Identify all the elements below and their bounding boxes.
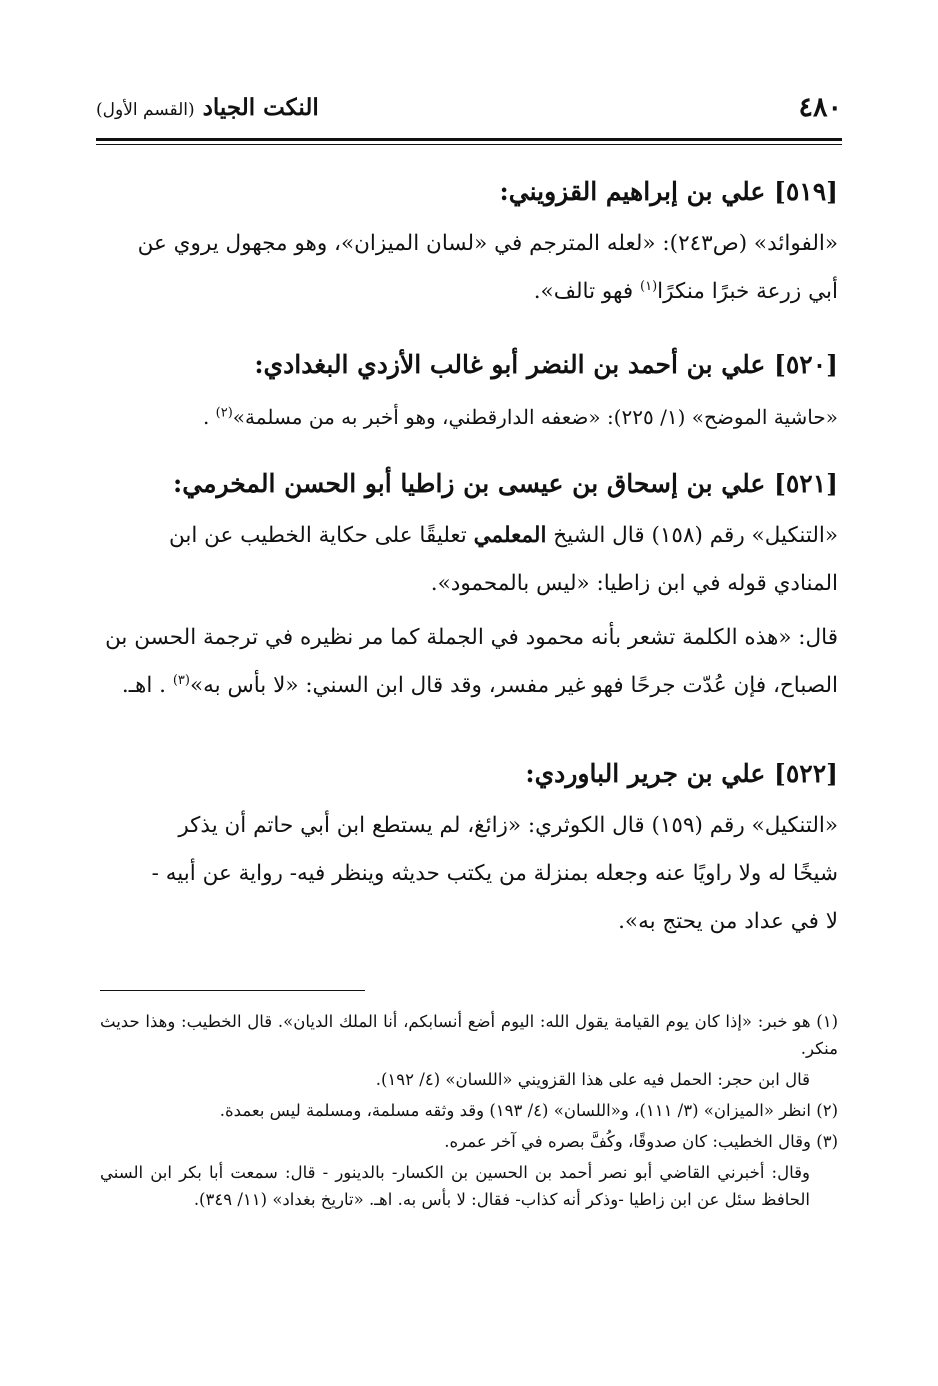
book-part: (القسم الأول)	[96, 100, 195, 120]
entry-text: أبي زرعة خبرًا منكرًا	[657, 279, 838, 304]
footnote-ref[interactable]: (١)	[640, 278, 658, 294]
entry-text-line: المنادي قوله في ابن زاطيا: «ليس بالمحمود».	[430, 571, 838, 596]
entry-text-line	[96, 393, 838, 441]
footnote-1-continuation: قال ابن حجر: الحمل فيه على هذا القزويني «اللسان» (٤/ ١٩٢).	[375, 1070, 810, 1089]
footnote-ref[interactable]: (٢)	[215, 405, 233, 421]
running-header	[96, 92, 842, 132]
entry-text-tail: فهو تالف».	[533, 279, 641, 304]
footnote-separator	[100, 990, 365, 991]
header-rule-thin	[96, 144, 842, 145]
entry-text-line: «التنكيل» رقم (١٥٩) قال الكوثري: «زائغ، لم يستطع ابن أبي حاتم أن يذكر	[178, 813, 838, 838]
scholar-name: المعلمي	[473, 523, 547, 548]
entry-text: «التنكيل» رقم (١٥٨) قال الشيخ	[546, 523, 838, 548]
entry-text-line: «الفوائد» (ص٢٤٣): «لعله المترجم في «لسان الميزان»، وهو مجهول يروي عن	[137, 231, 838, 256]
entry-heading: [٥١٩] علي بن إبراهيم القزويني:	[499, 177, 838, 206]
book-title: النكت الجياد	[202, 94, 319, 121]
entry-text: «حاشية الموضح» (١/ ٢٢٥): «ضعفه الدارقطني، وهو أخبر به من مسلمة»	[232, 405, 838, 429]
header-rule-thick	[96, 138, 842, 141]
entry-521	[96, 464, 838, 710]
footnote-3: (٣) وقال الخطيب: كان صدوقًا، وكُفَّ بصره في آخر عمره.	[444, 1132, 838, 1151]
footnote-3-continuation: وقال: أخبرني القاضي أبو نصر أحمد بن الحسين بن الكسار- بالدينور - قال: سمعت أبا بكر ابن السني الحافظ سئل عن ابن زاطيا -وذكر أنه كذاب- فقال: لا بأس به. اهـ. «تاريخ بغداد» (١١/ ٣٤٩).	[100, 1163, 810, 1209]
footnote-ref[interactable]: (٣)	[172, 672, 190, 688]
entry-text-line	[96, 268, 838, 316]
entry-heading: [٥٢٢] علي بن جرير الباوردي:	[525, 759, 838, 788]
running-title	[96, 94, 319, 121]
entry-text-line	[96, 662, 838, 710]
entry-text-line: لا في عداد من يحتج به».	[618, 909, 838, 934]
entry-519	[96, 172, 838, 316]
footnote-2: (٢) انظر «الميزان» (٣/ ١١١)، و«اللسان» (٤/ ١٩٣) وقد وثقه مسلمة، ومسلمة ليس بعمدة.	[219, 1101, 838, 1120]
entry-text-line: شيخًا له ولا راويًا عنه وجعله بمنزلة من يكتب حديثه وينظر فيه- رواية عن أبيه -	[151, 861, 838, 886]
entry-522	[96, 754, 838, 946]
entry-520	[96, 345, 838, 441]
footnote-1: (١) هو خبر: «إذا كان يوم القيامة يقول الله: اليوم أضع أنسابكم، أنا الملك الديان». قال الخطيب: وهذا حديث منكر.	[100, 1012, 838, 1058]
entry-heading: [٥٢١] علي بن إسحاق بن عيسى بن زاطيا أبو الحسن المخرمي:	[173, 469, 838, 498]
entry-heading: [٥٢٠] علي بن أحمد بن النضر أبو غالب الأزدي البغدادي:	[254, 350, 838, 379]
page-number: ٤٨٠	[798, 92, 842, 123]
entry-text: تعليقًا على حكاية الخطيب عن ابن	[168, 523, 474, 548]
entry-text: الصباح، فإن عُدّت جرحًا فهو غير مفسر، وقد قال ابن السني: «لا بأس به»	[189, 673, 838, 698]
entry-text-tail: . اهـ.	[121, 673, 173, 698]
entry-text-line: قال: «هذه الكلمة تشعر بأنه محمود في الجملة كما مر نظيره في ترجمة الحسن بن	[105, 625, 838, 650]
entry-text-line	[96, 512, 838, 560]
entry-text-tail: .	[202, 405, 216, 429]
footnotes	[100, 1008, 838, 1217]
